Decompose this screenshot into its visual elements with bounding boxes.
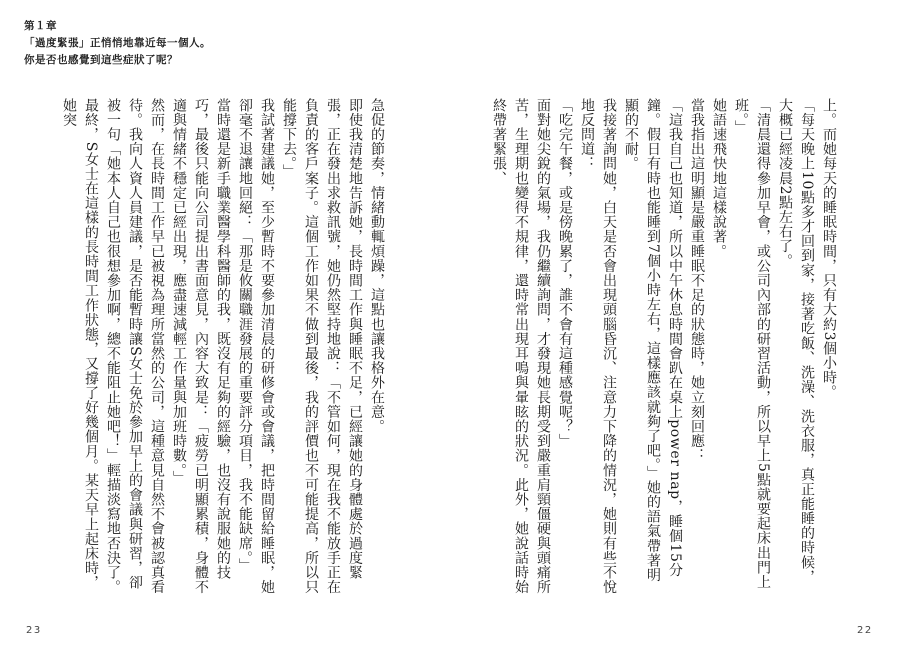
- paragraph: 最終，S女士在這樣的長時間工作狀態，又撐了好幾個月。某天早上起床時，她突: [61, 98, 99, 590]
- chapter-title-line-1: 「過度緊張」正悄悄地靠近每一個人。: [24, 37, 211, 49]
- left-page-body: [61, 98, 388, 596]
- paragraph: 「吃完午餐，或是傍晚累了，誰不會有這種感覺呢？」: [557, 98, 573, 449]
- running-head: [24, 18, 211, 69]
- right-page-body: [491, 98, 840, 596]
- paragraph: 面對她尖銳的氣場，我仍繼續詢問，才發現她長期受到嚴重肩頸僵硬與頭痛所苦，生理期也變得不規律，還時常出現耳鳴與暈眩的狀況。此外，她說話時始終帶著緊張、: [491, 98, 551, 595]
- paragraph: 上。而她每天的睡眠時間，只有大約3個小時。: [821, 98, 837, 400]
- paragraph: 急促的節奏，情緒動輒煩躁，這點也讓我格外在意。: [369, 98, 385, 434]
- paragraph: 「這我自己也知道，所以中午休息時間會趴在桌上power nap，睡個15分鐘。假日有時也能睡到7個小時左右，這樣應該就夠了吧。」她的語氣帶著明顯的不耐。: [623, 98, 683, 583]
- paragraph: 「每天晚上10點多才回到家，接著吃飯、洗澡、洗衣服，真正能睡的時候，大概已經凌晨2點左右了。: [777, 98, 815, 585]
- paragraph: 我試著建議她，至少暫時不要參加清晨的研修會或會議，把時間留給睡眠，她卻毫不退讓地回絕：「那是攸關職涯發展的重要評分項目，我不能缺席。」: [237, 98, 275, 595]
- paragraph: 「清晨還得參加早會，或公司內部的研習活動，所以早上5點就要起床出門上班。」: [733, 98, 771, 590]
- paragraph: 即使我清楚地告訴她，長時間工作與睡眠不足，已經讓她的身體處於過度緊張，正在發出求救訊號，她仍然堅持地說：「不管如何，現在我不能放手正在負責的客戶案子。這個工作如果不做到最後，我的評價也不可能提高，所以只能撐下去。」: [281, 98, 363, 595]
- chapter-title-line-2: 你是否也感覺到這些症狀了呢？: [24, 54, 178, 66]
- chapter-label: 第１章: [24, 20, 57, 32]
- paragraph: 然而，在長時間工作早已被視為理所當然的公司，這種意見自然不會被認真看待。我向人資人員建議，是否能暫時讓S女士免於參加早上的會議與研習，卻被一句「她本人自己也很想參加啊，總不能阻止她吧！」輕描淡寫地否決了。: [105, 98, 165, 595]
- left-page-number: 23: [26, 625, 42, 636]
- paragraph: 當時還是新手職業醫學科醫師的我，既沒有足夠的經驗，也沒有說服她的技巧，最後只能向公司提出書面意見，內容大致是：「疲勞已明顯累積，身體不適與情緒不穩定已經出現，應盡速減輕工作量與加班時數。」: [171, 98, 231, 595]
- paragraph: 她語速飛快地這樣說著。: [711, 98, 727, 259]
- right-page-number: 22: [857, 625, 873, 636]
- paragraph: 我接著詢問她，白天是否會出現頭腦昏沉、注意力下降的情況，她則有些不悅地反問道：: [579, 98, 617, 595]
- paragraph: 當我指出這明顯是嚴重睡眠不足的狀態時，她立刻回應：: [689, 98, 705, 463]
